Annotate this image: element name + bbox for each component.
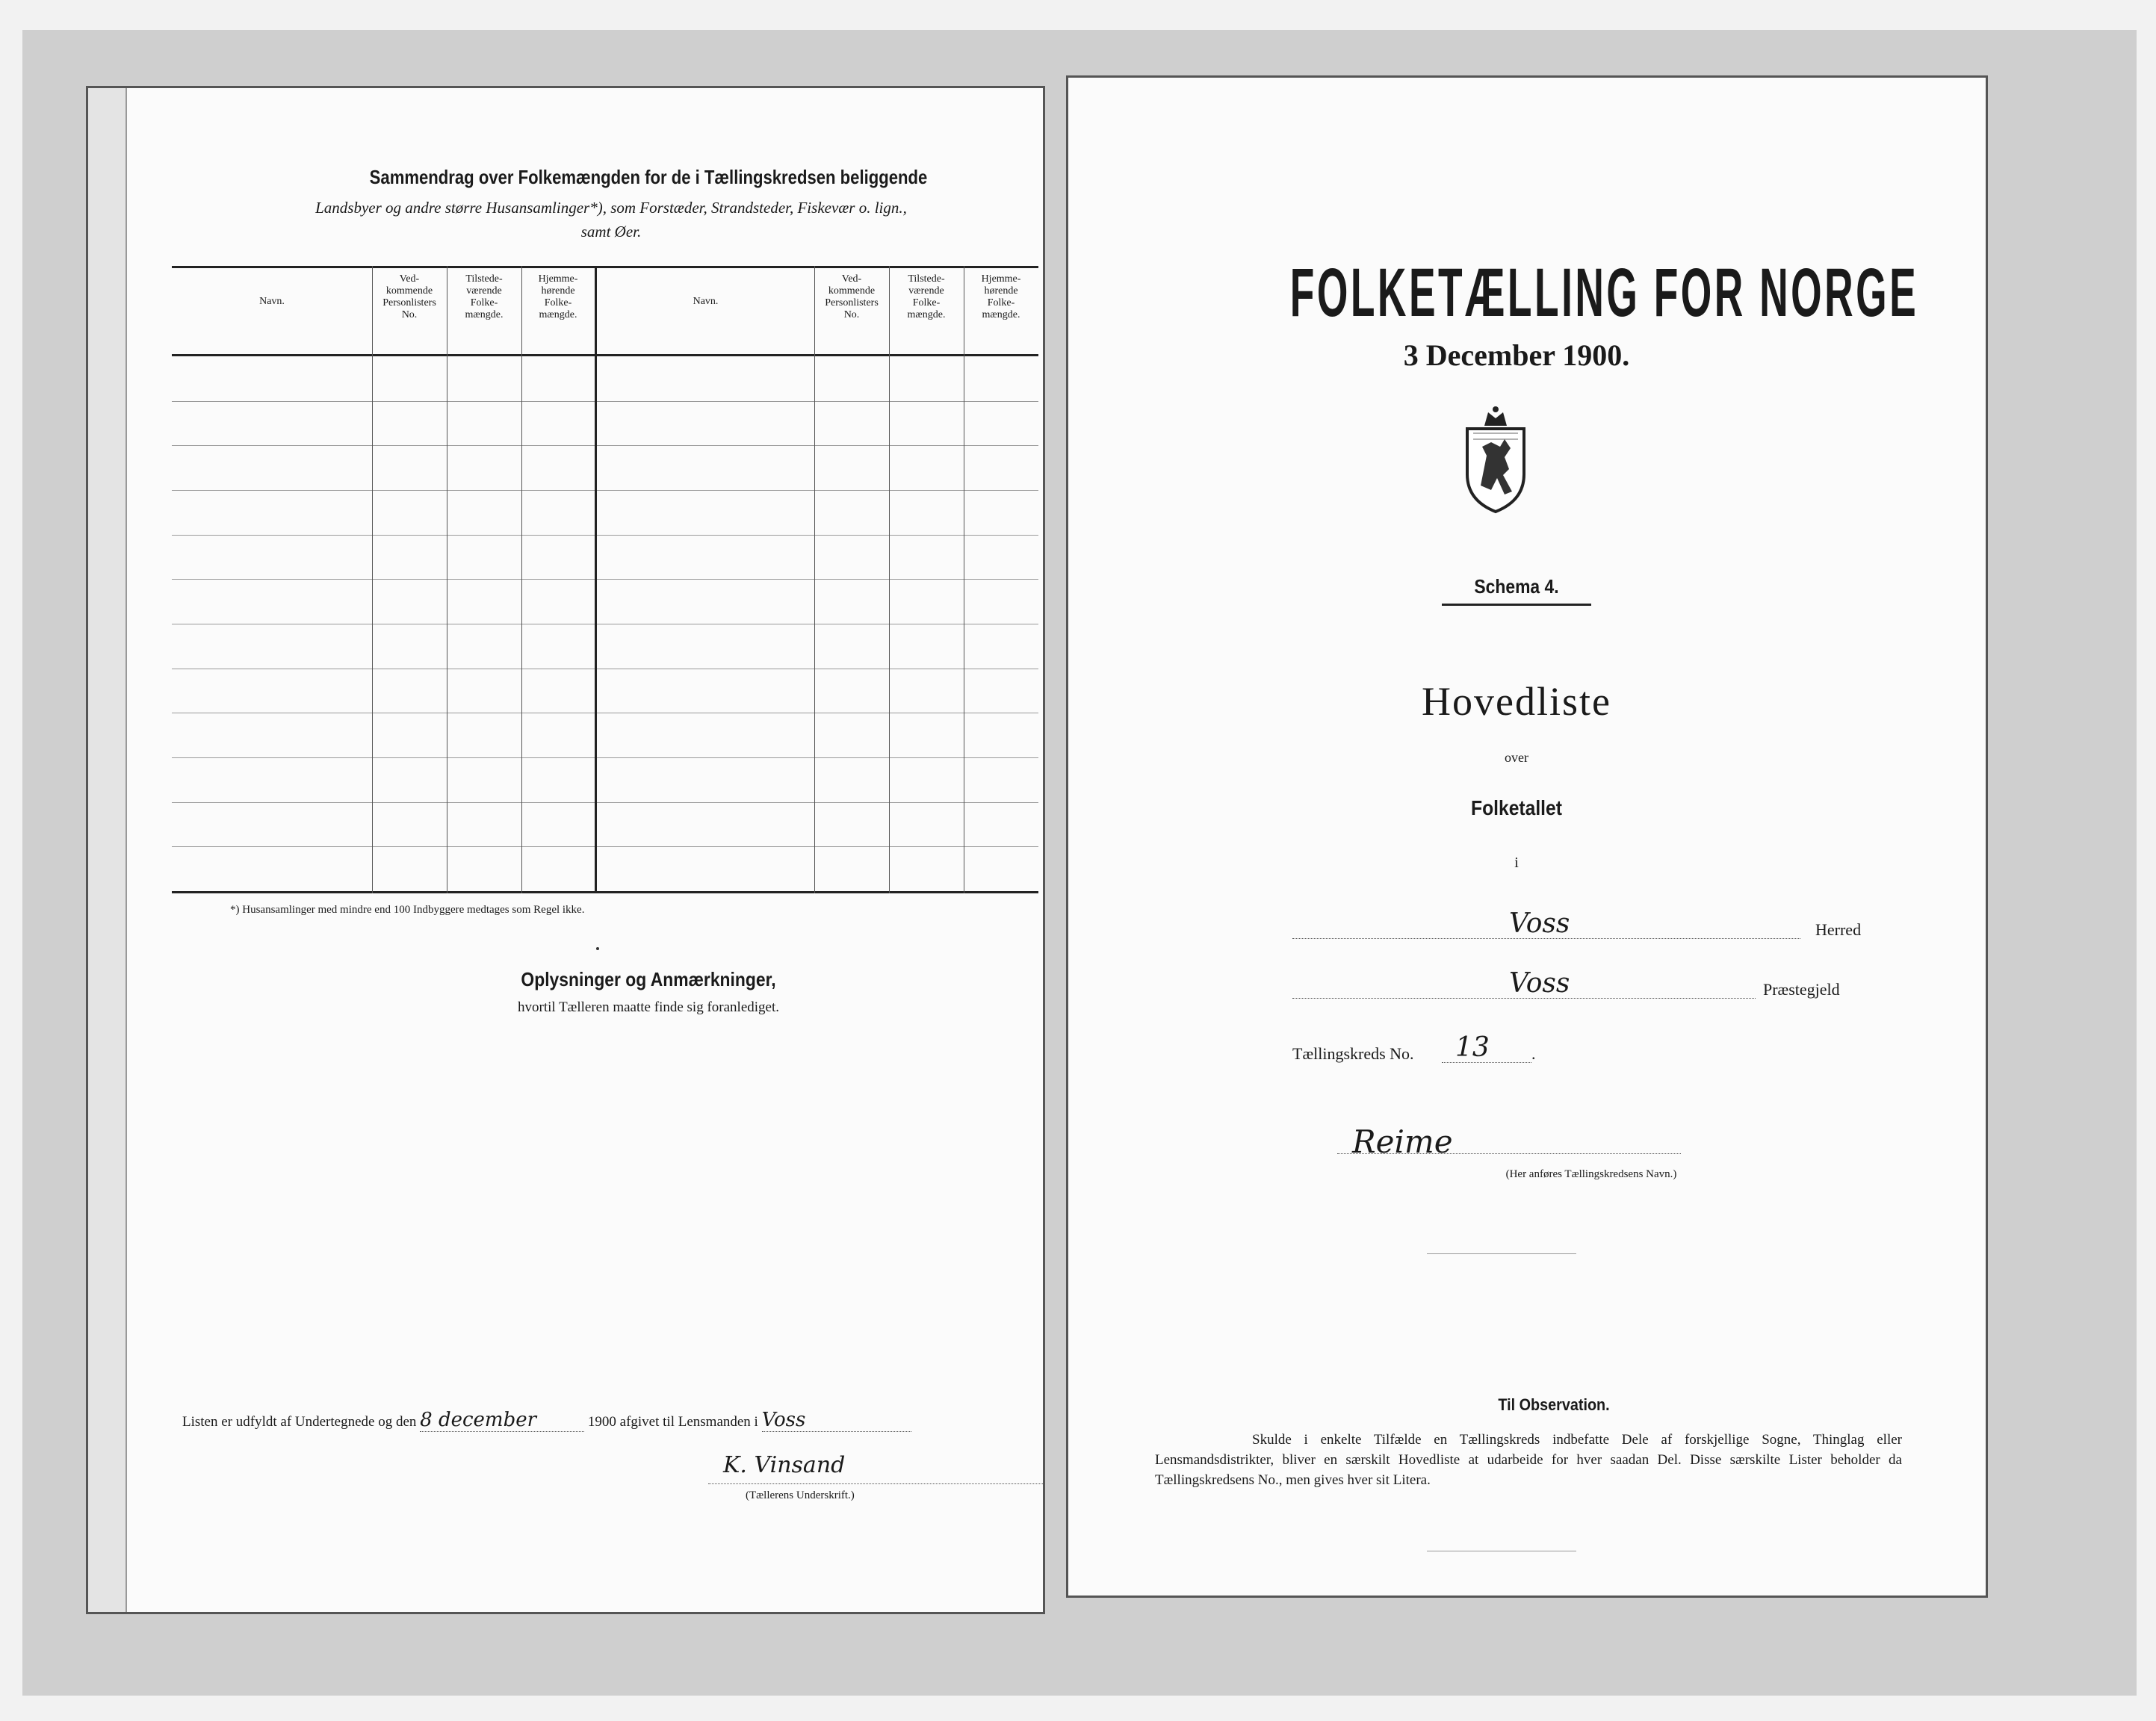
submission-line [182,1409,911,1432]
remarks-title: Oplysninger og Anmærkninger, [521,968,776,990]
table-header-personlister-2: Ved- kommende Personlisters No. [825,273,879,320]
page-binding-edge [88,88,127,1612]
table-header-navn: Navn. [259,296,285,307]
table-row-line [172,802,1038,803]
table-col-divider [889,266,890,893]
observation-text: Skulde i enkelte Tilfælde en Tællingskreds indbefatte Dele af forskjellige Sogne, Thinglag eller Lensmandsdistrikter, bliver en særskilt Hovedliste at udarbeide for hver saadan Del. Disse særskilte Lister beholder da Tællingskredsens No., men gives hver sit Litera. [1155,1432,1902,1488]
left-page [88,88,1043,1612]
folketallet-label: Folketallet [1471,796,1562,819]
table-row-line [172,579,1038,580]
submission-date: 8 december [420,1409,584,1432]
table-center-divider [595,266,597,893]
herred-label: Herred [1815,920,1862,939]
submission-middle: afgivet til Lensmanden i [619,1414,758,1430]
schema-underline [1442,604,1591,606]
table-row-line [172,846,1038,847]
table-col-divider [814,266,815,893]
signature-line [708,1483,1044,1484]
signature-caption: (Tællerens Underskrift.) [746,1489,855,1501]
table-header-navn-2: Navn. [693,296,719,307]
kreds-period: . [1531,1044,1536,1063]
prestegjeld-value: Voss [1509,968,1570,999]
table-top-rule [172,266,1038,268]
separator-line [1427,1253,1576,1254]
table-header-hjemme: Hjemme- hørende Folke- mængde. [538,273,578,320]
table-header-personlister: Ved- kommende Personlisters No. [382,273,436,320]
summary-table [172,266,1038,893]
summary-title: Sammendrag over Folkemængden for de i Tællingskredsen beliggende [369,166,928,188]
table-col-divider [372,266,373,893]
table-header-rule [172,354,1038,356]
kreds-name-caption: (Her anføres Tællingskredsens Navn.) [1505,1168,1677,1180]
i-label: i [1514,855,1519,871]
table-header-tilstede-2: Tilstede- værende Folke- mængde. [907,273,946,320]
kreds-number: 13 [1455,1032,1490,1063]
table-header-tilstede: Tilstede- værende Folke- mængde. [465,273,504,320]
kreds-label: Tællingskreds No. [1292,1044,1414,1063]
census-date: 3 December 1900. [1403,338,1630,372]
table-row-line [172,401,1038,402]
table-bottom-rule [172,891,1038,893]
submission-prefix: Listen er udfyldt af Undertegnede og den [182,1414,417,1430]
submission-year: 1900 [587,1414,616,1430]
summary-subtitle-1: Landsbyer og andre større Husansamlinger*), som Forstæder, Strandsteder, Fiskevær o. lign., [315,199,907,217]
remarks-subtitle: hvortil Tælleren maatte finde sig foranlediget. [518,999,779,1015]
table-header-hjemme-2: Hjemme- hørende Folke- mængde. [981,273,1021,320]
submission-place: Voss [762,1409,911,1432]
observation-title: Til Observation. [1498,1395,1610,1414]
table-row-line [172,535,1038,536]
over-label: over [1505,750,1528,765]
right-page [1068,78,1986,1596]
census-title: FOLKETÆLLING FOR NORGE [1289,255,1919,331]
kreds-name: Reime [1352,1123,1453,1160]
summary-subtitle-2: samt Øer. [580,223,642,241]
schema-number: Schema 4. [1474,575,1559,598]
separator-dot [596,947,599,950]
norwegian-lion-crest-icon [1458,403,1533,515]
main-heading: Hovedliste [1422,679,1611,724]
table-row-line [172,445,1038,446]
table-row-line [172,490,1038,491]
enumerator-signature: K. Vinsand [723,1452,846,1478]
herred-value: Voss [1509,908,1570,939]
table-row-line [172,757,1038,758]
footnote: *) Husansamlinger med mindre end 100 Indbyggere medtages som Regel ikke. [230,904,585,916]
prestegjeld-label: Præstegjeld [1763,980,1840,999]
table-col-divider [521,266,522,893]
